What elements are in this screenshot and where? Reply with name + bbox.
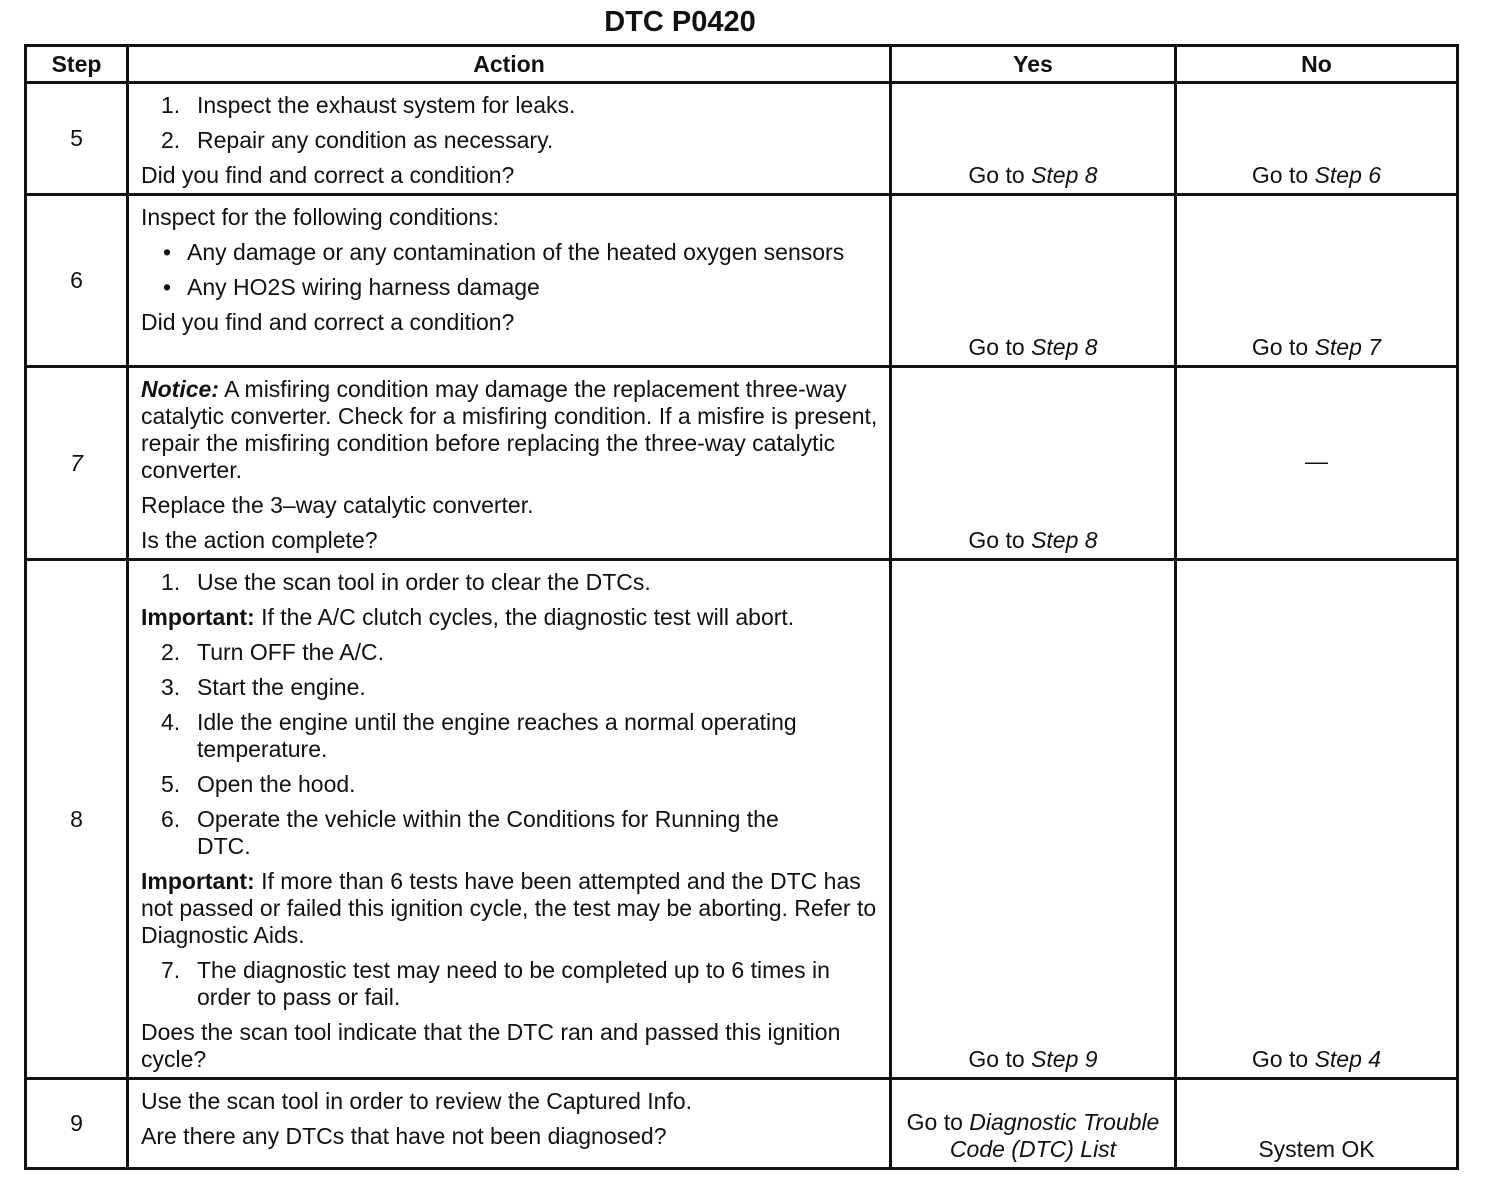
page-title: DTC P0420 xyxy=(604,6,756,38)
step-number: 9 xyxy=(26,1079,128,1169)
list-item: 3. Start the engine. xyxy=(161,674,366,700)
yes-cell[interactable]: Go to Step 8 xyxy=(891,83,1176,195)
table-row xyxy=(26,1079,1458,1169)
question-text: Does the scan tool indicate that the DTC ran and passed this ignition cycle? xyxy=(141,1019,841,1072)
no-cell[interactable]: Go to Step 7 xyxy=(1176,195,1458,367)
question-text: Is the action complete? xyxy=(141,527,378,553)
step-link: Step 8 xyxy=(1031,527,1098,553)
no-cell: — xyxy=(1176,367,1458,560)
table-row xyxy=(26,83,1458,195)
yes-cell[interactable]: Go to Step 8 xyxy=(891,195,1176,367)
intro-text: Inspect for the following conditions: xyxy=(141,204,499,230)
instruction-text: Replace the 3–way catalytic converter. xyxy=(141,492,534,518)
table-row xyxy=(26,195,1458,367)
list-item: 7. The diagnostic test may need to be completed up to 6 times in order to pass or fail. xyxy=(161,957,830,1010)
header-no: No xyxy=(1176,46,1458,83)
diagnostic-table xyxy=(24,44,1459,1170)
bullet-item: • Any damage or any contamination of the heated oxygen sensors xyxy=(163,239,845,265)
table-header-row xyxy=(26,46,1458,83)
step-link: Step 8 xyxy=(1031,334,1098,360)
action-cell xyxy=(128,1079,891,1169)
action-cell xyxy=(128,560,891,1079)
header-step: Step xyxy=(26,46,128,83)
no-cell[interactable]: Go to Step 4 xyxy=(1176,560,1458,1079)
list-item: 1. Use the scan tool in order to clear the DTCs. xyxy=(161,569,651,595)
list-item: 6. Operate the vehicle within the Conditions for Running the DTC. xyxy=(161,806,779,859)
list-item: 2. Turn OFF the A/C. xyxy=(161,639,385,665)
question-text: Are there any DTCs that have not been diagnosed? xyxy=(141,1123,667,1149)
step-number: 8 xyxy=(26,560,128,1079)
header-yes: Yes xyxy=(891,46,1176,83)
instruction-text: Use the scan tool in order to review the Captured Info. xyxy=(141,1088,693,1114)
yes-cell[interactable]: Go to Step 9 xyxy=(891,560,1176,1079)
list-item: 5. Open the hood. xyxy=(161,771,356,797)
header-action: Action xyxy=(128,46,891,83)
list-item: 4. Idle the engine until the engine reaches a normal operating temperature. xyxy=(161,709,797,762)
action-cell xyxy=(128,195,891,367)
table-row xyxy=(26,560,1458,1079)
question-text: Did you find and correct a condition? xyxy=(141,309,515,335)
step-link: Step 6 xyxy=(1314,162,1382,188)
important-note: Important: If more than 6 tests have been attempted and the DTC has not passed or failed this ignition cycle, the test may be aborting. Refer to Diagnostic Aids. xyxy=(141,868,877,948)
step-link: Step 4 xyxy=(1314,1046,1382,1072)
list-item: 2. Repair any condition as necessary. xyxy=(161,127,554,153)
step-link: Step 8 xyxy=(1031,162,1098,188)
yes-cell[interactable]: Go to Diagnostic Trouble Code (DTC) List xyxy=(891,1079,1176,1169)
action-cell xyxy=(128,367,891,560)
important-note: Important: If the A/C clutch cycles, the diagnostic test will abort. xyxy=(141,604,795,630)
no-cell[interactable]: Go to Step 6 xyxy=(1176,83,1458,195)
step-link: Step 7 xyxy=(1314,334,1382,360)
question-text: Did you find and correct a condition? xyxy=(141,162,515,188)
no-cell: System OK xyxy=(1176,1079,1458,1169)
bullet-item: • Any HO2S wiring harness damage xyxy=(163,274,540,300)
notice-text: Notice: A misfiring condition may damage the replacement three-way catalytic converter. Check for a misfiring condition. If a misfire is present, repair the misfiring condition before replacing the three-way catalytic converter. xyxy=(141,376,878,483)
step-link: Step 9 xyxy=(1031,1046,1098,1072)
dtc-list-link: Diagnostic Trouble Code (DTC) List xyxy=(949,1109,1160,1162)
table-row xyxy=(26,367,1458,560)
yes-cell[interactable]: Go to Step 8 xyxy=(891,367,1176,560)
step-number: 7 xyxy=(26,367,128,560)
step-number: 6 xyxy=(26,195,128,367)
list-item: 1. Inspect the exhaust system for leaks. xyxy=(161,92,576,118)
step-number: 5 xyxy=(26,83,128,195)
action-cell xyxy=(128,83,891,195)
